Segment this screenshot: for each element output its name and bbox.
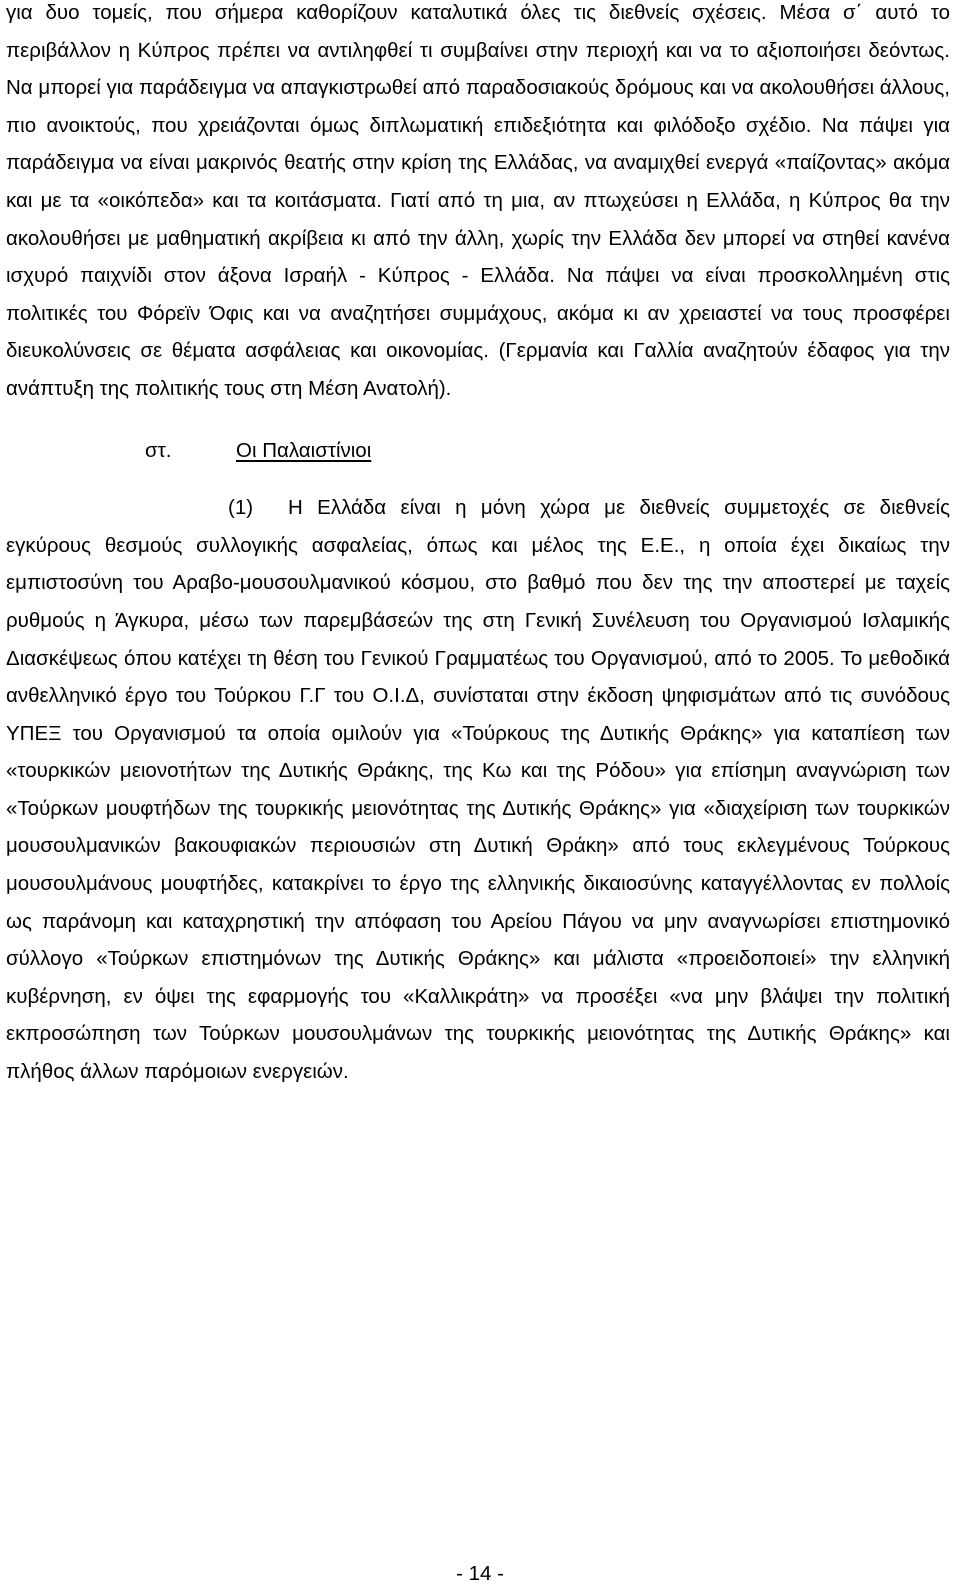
section-heading [6,432,950,470]
section-title: Οι Παλαιστίνιοι [236,438,372,462]
document-page [6,0,950,1091]
item-number: (1) [228,496,254,520]
item-text: Η Ελλάδα είναι η μόνη χώρα με διεθνείς συμμετοχές σε διεθνείς εγκύρους θεσμούς συλλογικής ασφαλείας, όπως και μέλος της Ε.Ε., η οποία έχει δικαίως την εμπιστοσύνη του Αραβο-μουσουλμανικού κόσμου, στο βαθμό που δεν της την αποστερεί με ταχείς ρυθμούς η Άγκυρα, μέσω των παρεμβάσεών της στη Γενική Συνέλευση του Οργανισμού Ισλαμικής Διασκέψεως όπου κατέχει τη θέση του Γενικού Γραμματέως του Οργανισμού, από το 2005. Το μεθοδικά ανθελληνικό έργο του Τούρκου Γ.Γ του Ο.Ι.Δ, συνίσταται στην έκδοση ψηφισμάτων από τις συνόδους ΥΠΕΞ του Οργανισμού τα οποία ομιλούν για «Τούρκους της Δυτικής Θράκης» για καταπίεση των «τουρκικών μειονοτήτων της Δυτικής Θράκης, της Κω και της Ρόδου» για επίσημη αναγνώριση των «Τούρκων μουφτήδων της τουρκικής μειονότητας της Δυτικής Θράκης» για «διαχείριση των τουρκικών μουσουλμανικών βακουφιακών περιουσιών στη Δυτική Θράκη» από τους εκλεγμένους Τούρκους μουσουλμάνους μουφτήδες, κατακρίνει το έργο της ελληνικής δικαιοσύνης καταγγέλλοντας εν πολλοίς ως παράνομη και καταχρηστική την απόφαση του Αρείου Πάγου να μην αναγνωρίσει επιστημονικό σύλλογο «Τούρκων επιστημόνων της Δυτικής Θράκης» και μάλιστα «προειδοποιεί» την ελληνική κυβέρνηση, εν όψει της εφαρμογής του «Καλλικράτη» να προσέξει «να μην βλάψει την πολιτική εκπροσώπηση των Τούρκων μουσουλμάνων της τουρκικής μειονότητας της Δυτικής Θράκης» και πλήθος άλλων παρόμοιων ενεργειών. [6,496,950,1084]
section-number: στ. [145,438,172,462]
body-paragraph-2 [6,489,950,1091]
body-paragraph-1: για δυο τομείς, που σήμερα καθορίζουν καταλυτικά όλες τις διεθνείς σχέσεις. Μέσα σ΄ αυτό το περιβάλλον η Κύπρος πρέπει να αντιληφθεί τι συμβαίνει στην περιοχή και να το αξιοποιήσει δεόντως. Να μπορεί για παράδειγμα να απαγκιστρωθεί από παραδοσιακούς δρόμους και να ακολουθήσει άλλους, πιο ανοικτούς, που χρειάζονται όμως διπλωματική επιδεξιότητα και φιλόδοξο σχέδιο. Να πάψει για παράδειγμα να είναι μακρινός θεατής στην κρίση της Ελλάδας, να αναμιχθεί ενεργά «παίζοντας» ακόμα και με τα «οικόπεδα» και τα κοιτάσματα. Γιατί από τη μια, αν πτωχεύσει η Ελλάδα, η Κύπρος θα την ακολουθήσει με μαθηματική ακρίβεια κι από την άλλη, χωρίς την Ελλάδα δεν μπορεί να στηθεί κανένα ισχυρό παιχνίδι στον άξονα Ισραήλ - Κύπρος - Ελλάδα. Να πάψει να είναι προσκολλημένη στις πολιτικές του Φόρεϊν Όφις και να αναζητήσει συμμάχους, ακόμα κι αν χρειαστεί να τους προσφέρει διευκολύνσεις σε θέματα ασφάλειας και οικονομίας. (Γερμανία και Γαλλία αναζητούν έδαφος για την ανάπτυξη της πολιτικής τους στη Μέση Ανατολή). [6,1,950,400]
page-number: - 14 - [456,1562,504,1585]
